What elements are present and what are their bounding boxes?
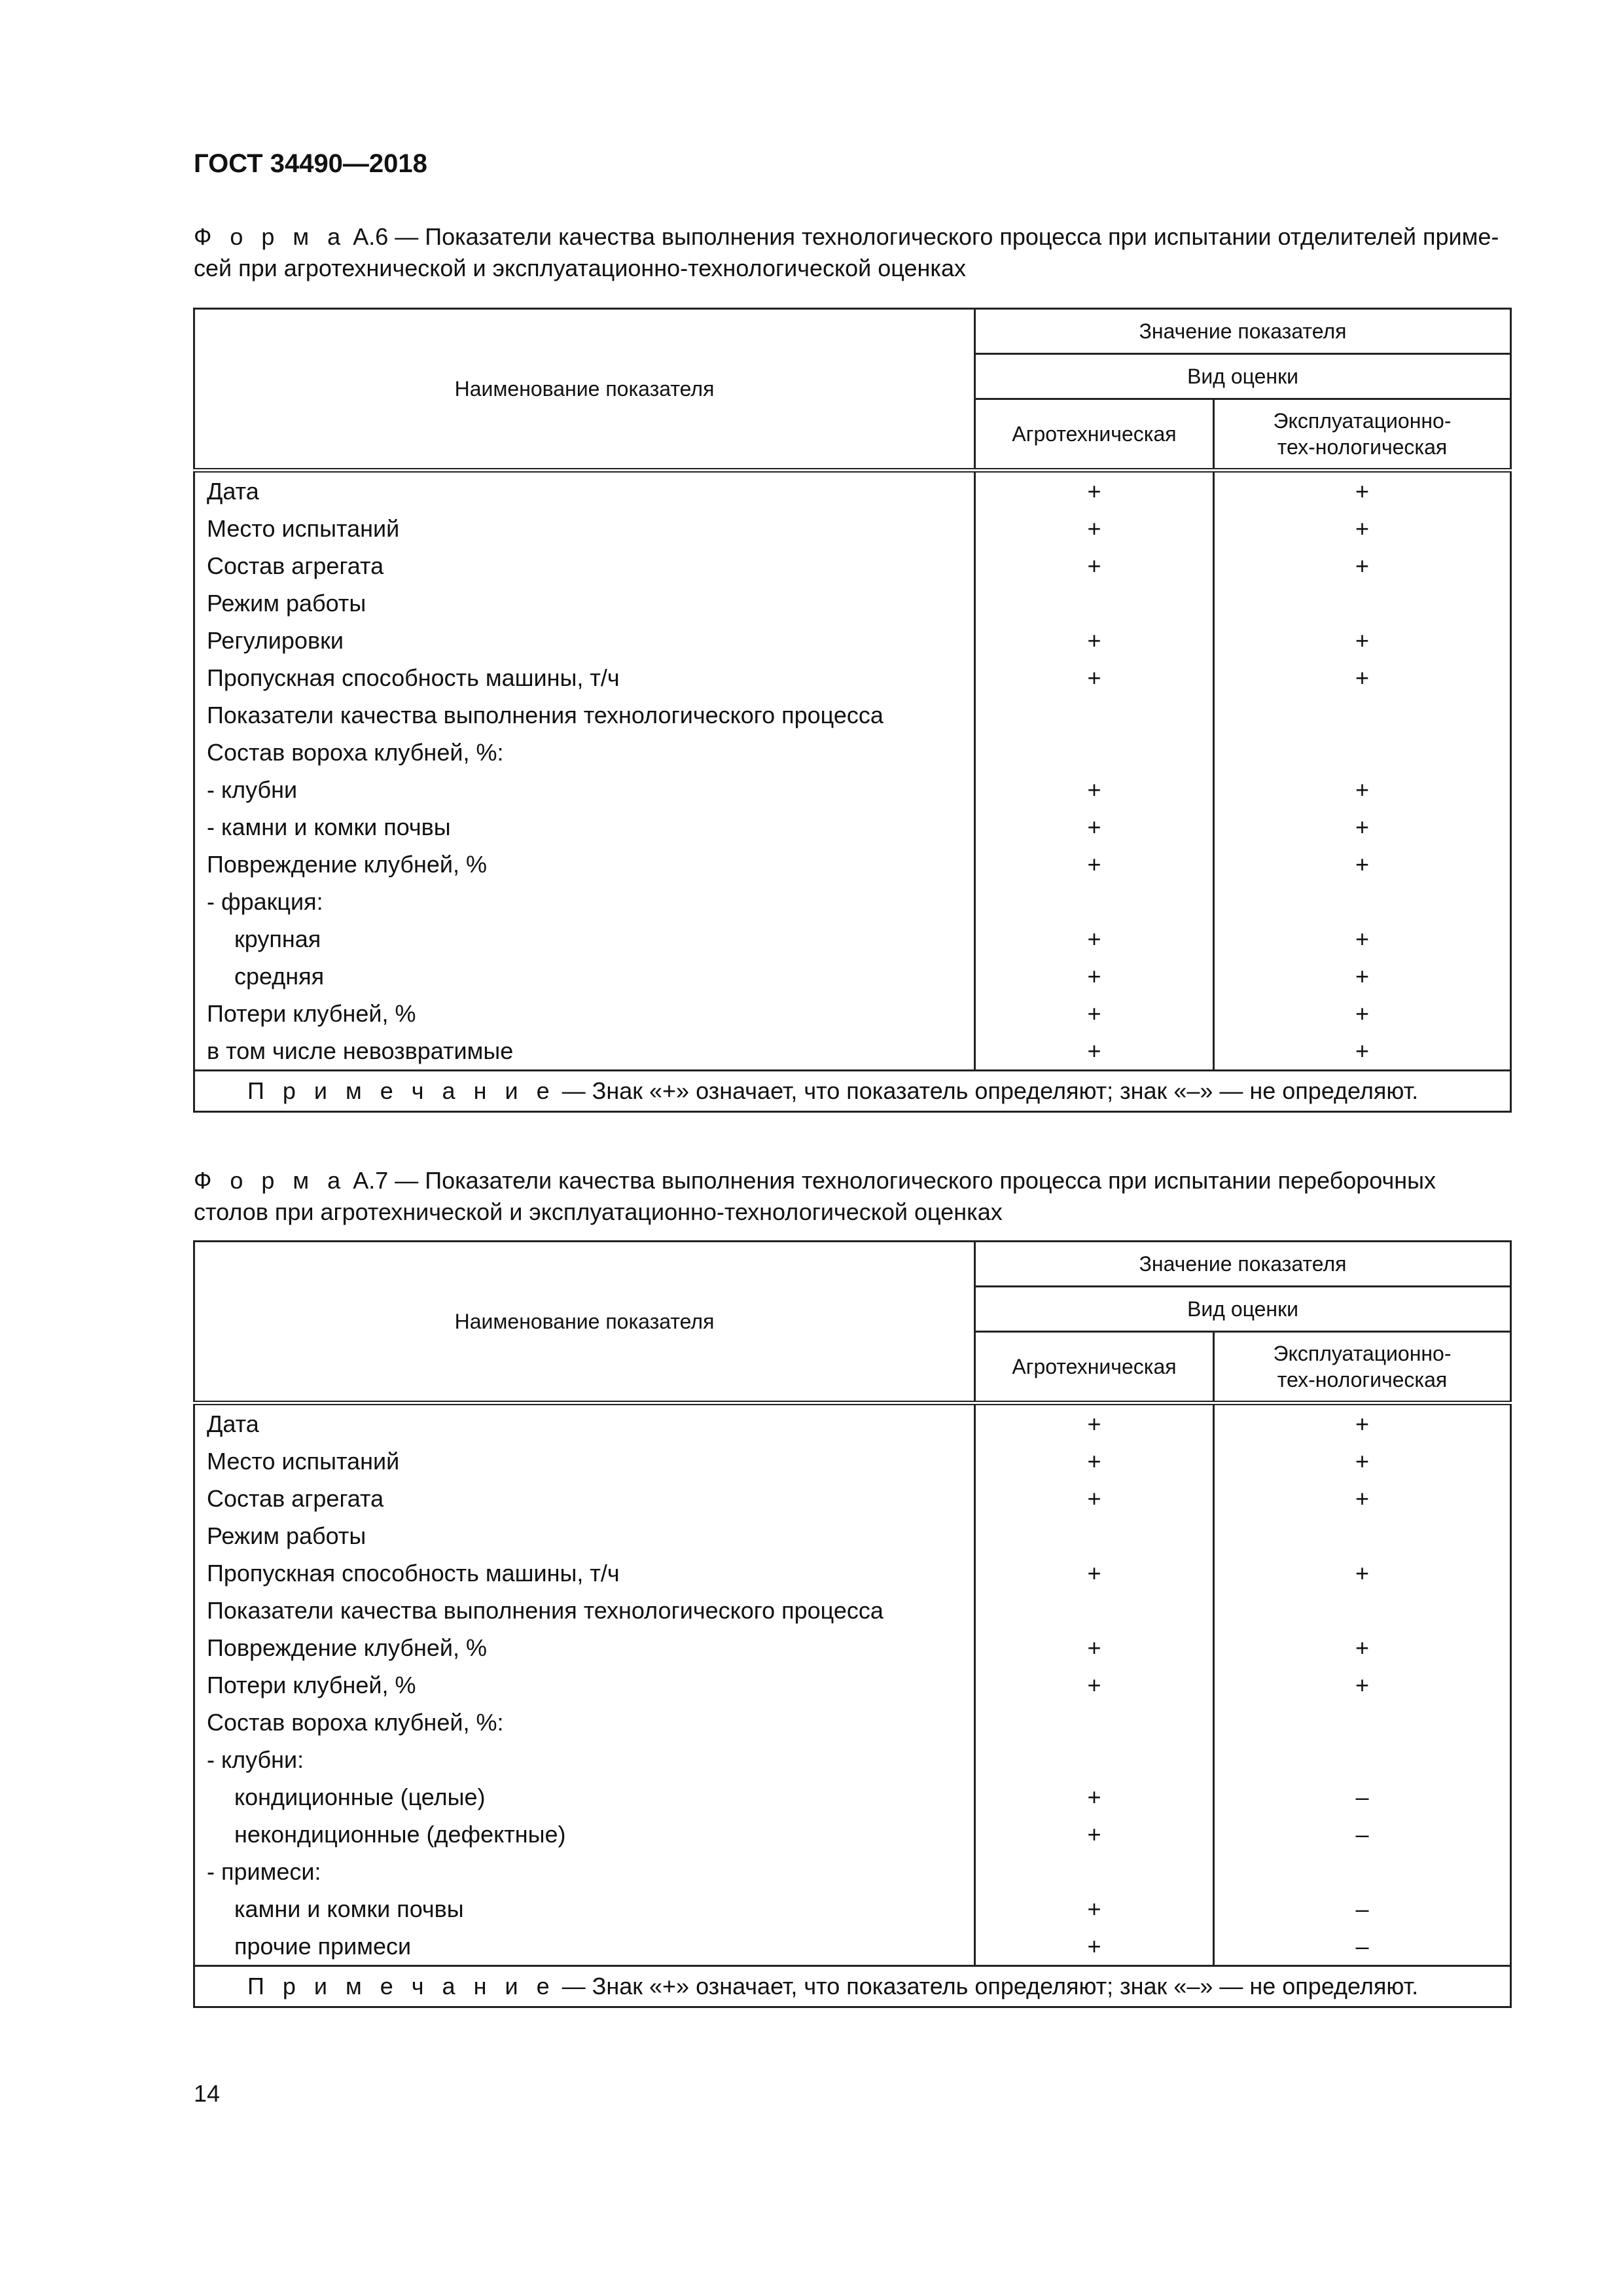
header-indicator-name: Наименование показателя — [194, 1242, 975, 1403]
indicator-name-cell: камни и комки почвы — [194, 1890, 975, 1928]
agrotechnical-value-cell: + — [975, 846, 1214, 883]
indicator-name-cell: Состав агрегата — [194, 1480, 975, 1517]
indicator-name-cell: Состав вороха клубней, %: — [194, 734, 975, 771]
operational-value-cell: + — [1214, 1032, 1511, 1071]
table-row — [194, 1629, 1511, 1666]
operational-value-cell: + — [1214, 547, 1511, 584]
operational-value-cell: + — [1214, 771, 1511, 808]
header-indicator-value: Значение показателя — [975, 309, 1511, 354]
operational-value-cell: + — [1214, 995, 1511, 1032]
operational-value-cell — [1214, 1704, 1511, 1741]
form-a6-label: Ф о р м а — [194, 223, 347, 250]
header-operational — [1214, 1332, 1511, 1403]
form-a6-table — [193, 308, 1512, 1113]
indicator-name-cell: Пропускная способность машины, т/ч — [194, 659, 975, 696]
table-row — [194, 1032, 1511, 1071]
agrotechnical-value-cell: + — [975, 1666, 1214, 1704]
indicator-name-cell: - клубни: — [194, 1741, 975, 1778]
indicator-name-cell: - примеси: — [194, 1853, 975, 1890]
operational-value-cell: + — [1214, 471, 1511, 511]
operational-value-cell — [1214, 883, 1511, 920]
indicator-name-cell: Состав вороха клубней, %: — [194, 1704, 975, 1741]
agrotechnical-value-cell: + — [975, 547, 1214, 584]
agrotechnical-value-cell: + — [975, 622, 1214, 659]
table-row — [194, 622, 1511, 659]
form-a6-note — [194, 1071, 1511, 1112]
indicator-name-cell: Место испытаний — [194, 1443, 975, 1480]
table-row — [194, 958, 1511, 995]
indicator-name-cell: Дата — [194, 471, 975, 511]
operational-value-cell — [1214, 1741, 1511, 1778]
agrotechnical-value-cell — [975, 1853, 1214, 1890]
header-indicator-name: Наименование показателя — [194, 309, 975, 471]
table-row — [194, 808, 1511, 846]
operational-value-cell: – — [1214, 1928, 1511, 1966]
operational-value-cell — [1214, 734, 1511, 771]
document-header: ГОСТ 34490—2018 — [194, 149, 427, 178]
form-a6-caption — [194, 221, 1509, 284]
agrotechnical-value-cell: + — [975, 1403, 1214, 1443]
operational-value-cell: + — [1214, 622, 1511, 659]
table-row — [194, 584, 1511, 622]
agrotechnical-value-cell: + — [975, 1554, 1214, 1592]
header-operational — [1214, 399, 1511, 471]
agrotechnical-value-cell: + — [975, 771, 1214, 808]
table-row — [194, 1666, 1511, 1704]
agrotechnical-value-cell: + — [975, 1890, 1214, 1928]
operational-value-cell — [1214, 584, 1511, 622]
table-row — [194, 1517, 1511, 1554]
table-row — [194, 1890, 1511, 1928]
table-row — [194, 1443, 1511, 1480]
table-row — [194, 1928, 1511, 1966]
agrotechnical-value-cell — [975, 1741, 1214, 1778]
header-agrotechnical: Агротехническая — [975, 1332, 1214, 1403]
operational-value-cell: + — [1214, 808, 1511, 846]
table-row — [194, 471, 1511, 511]
table-row — [194, 696, 1511, 734]
note-text: — Знак «+» означает, что показатель определяют; знак «–» — не определяют. — [555, 1973, 1419, 2000]
table-row — [194, 1592, 1511, 1629]
table-row — [194, 995, 1511, 1032]
agrotechnical-value-cell — [975, 696, 1214, 734]
indicator-name-cell: Режим работы — [194, 584, 975, 622]
operational-value-cell — [1214, 1853, 1511, 1890]
indicator-name-cell: Показатели качества выполнения технологического процесса — [194, 696, 975, 734]
agrotechnical-value-cell — [975, 883, 1214, 920]
form-a7-caption-text: А.7 — Показатели качества выполнения технологического процесса при испытании переборочных столов при агротехнической и эксплуатационно-технологической оценках — [194, 1167, 1436, 1225]
indicator-name-cell: в том числе невозвратимые — [194, 1032, 975, 1071]
operational-value-cell — [1214, 1517, 1511, 1554]
agrotechnical-value-cell: + — [975, 1778, 1214, 1816]
operational-value-cell: + — [1214, 846, 1511, 883]
operational-value-cell: + — [1214, 1666, 1511, 1704]
indicator-name-cell: Пропускная способность машины, т/ч — [194, 1554, 975, 1592]
form-a6-body — [194, 471, 1511, 1071]
table-row — [194, 920, 1511, 958]
table-row — [194, 510, 1511, 547]
operational-value-cell: + — [1214, 510, 1511, 547]
form-a7-table — [193, 1240, 1512, 2008]
header-assessment-kind: Вид оценки — [975, 1287, 1511, 1332]
indicator-name-cell: Дата — [194, 1403, 975, 1443]
header-operational-text: Эксплуатационно-тех-нологическая — [1273, 409, 1452, 459]
header-agrotechnical: Агротехническая — [975, 399, 1214, 471]
table-row — [194, 734, 1511, 771]
indicator-name-cell: Состав агрегата — [194, 547, 975, 584]
table-row — [194, 1853, 1511, 1890]
note-text: — Знак «+» означает, что показатель определяют; знак «–» — не определяют. — [555, 1077, 1419, 1104]
operational-value-cell: – — [1214, 1890, 1511, 1928]
agrotechnical-value-cell: + — [975, 920, 1214, 958]
indicator-name-cell: Потери клубней, % — [194, 1666, 975, 1704]
indicator-name-cell: крупная — [194, 920, 975, 958]
operational-value-cell: – — [1214, 1778, 1511, 1816]
agrotechnical-value-cell — [975, 1517, 1214, 1554]
agrotechnical-value-cell: + — [975, 1629, 1214, 1666]
indicator-name-cell: Режим работы — [194, 1517, 975, 1554]
agrotechnical-value-cell: + — [975, 471, 1214, 511]
table-row — [194, 1778, 1511, 1816]
table-row — [194, 659, 1511, 696]
agrotechnical-value-cell: + — [975, 995, 1214, 1032]
agrotechnical-value-cell: + — [975, 1443, 1214, 1480]
table-row — [194, 1741, 1511, 1778]
table-row — [194, 1480, 1511, 1517]
operational-value-cell: – — [1214, 1816, 1511, 1853]
page-number: 14 — [194, 2080, 221, 2107]
agrotechnical-value-cell: + — [975, 958, 1214, 995]
indicator-name-cell: Повреждение клубней, % — [194, 1629, 975, 1666]
operational-value-cell: + — [1214, 920, 1511, 958]
indicator-name-cell: - камни и комки почвы — [194, 808, 975, 846]
indicator-name-cell: - клубни — [194, 771, 975, 808]
agrotechnical-value-cell: + — [975, 1816, 1214, 1853]
operational-value-cell — [1214, 1592, 1511, 1629]
indicator-name-cell: Место испытаний — [194, 510, 975, 547]
operational-value-cell — [1214, 696, 1511, 734]
indicator-name-cell: Регулировки — [194, 622, 975, 659]
agrotechnical-value-cell: + — [975, 1480, 1214, 1517]
table-row — [194, 1403, 1511, 1443]
agrotechnical-value-cell — [975, 1704, 1214, 1741]
indicator-name-cell: средняя — [194, 958, 975, 995]
agrotechnical-value-cell — [975, 1592, 1214, 1629]
agrotechnical-value-cell: + — [975, 1032, 1214, 1071]
operational-value-cell: + — [1214, 1480, 1511, 1517]
indicator-name-cell: прочие примеси — [194, 1928, 975, 1966]
table-row — [194, 1704, 1511, 1741]
operational-value-cell: + — [1214, 1403, 1511, 1443]
indicator-name-cell: некондиционные (дефектные) — [194, 1816, 975, 1853]
table-row — [194, 883, 1511, 920]
note-label: П р и м е ч а н и е — [247, 1077, 556, 1104]
operational-value-cell: + — [1214, 958, 1511, 995]
indicator-name-cell: кондиционные (целые) — [194, 1778, 975, 1816]
note-label: П р и м е ч а н и е — [247, 1973, 556, 2000]
header-assessment-kind: Вид оценки — [975, 354, 1511, 399]
table-row — [194, 1816, 1511, 1853]
agrotechnical-value-cell: + — [975, 808, 1214, 846]
operational-value-cell: + — [1214, 1554, 1511, 1592]
indicator-name-cell: Повреждение клубней, % — [194, 846, 975, 883]
indicator-name-cell: Показатели качества выполнения технологического процесса — [194, 1592, 975, 1629]
agrotechnical-value-cell: + — [975, 510, 1214, 547]
form-a7-body — [194, 1403, 1511, 1966]
table-row — [194, 771, 1511, 808]
agrotechnical-value-cell — [975, 584, 1214, 622]
table-row — [194, 547, 1511, 584]
table-row — [194, 1554, 1511, 1592]
form-a6-caption-text: А.6 — Показатели качества выполнения технологического процесса при испытании отделителей приме-сей при агротехнической и эксплуатационно-технологической оценках — [194, 223, 1499, 281]
form-a7-caption — [194, 1165, 1509, 1228]
table-row — [194, 846, 1511, 883]
agrotechnical-value-cell: + — [975, 1928, 1214, 1966]
header-operational-text: Эксплуатационно-тех-нологическая — [1273, 1342, 1452, 1391]
operational-value-cell: + — [1214, 1443, 1511, 1480]
operational-value-cell: + — [1214, 659, 1511, 696]
indicator-name-cell: Потери клубней, % — [194, 995, 975, 1032]
indicator-name-cell: - фракция: — [194, 883, 975, 920]
form-a7-note — [194, 1966, 1511, 2007]
operational-value-cell: + — [1214, 1629, 1511, 1666]
agrotechnical-value-cell: + — [975, 659, 1214, 696]
header-indicator-value: Значение показателя — [975, 1242, 1511, 1287]
agrotechnical-value-cell — [975, 734, 1214, 771]
form-a7-label: Ф о р м а — [194, 1167, 347, 1194]
